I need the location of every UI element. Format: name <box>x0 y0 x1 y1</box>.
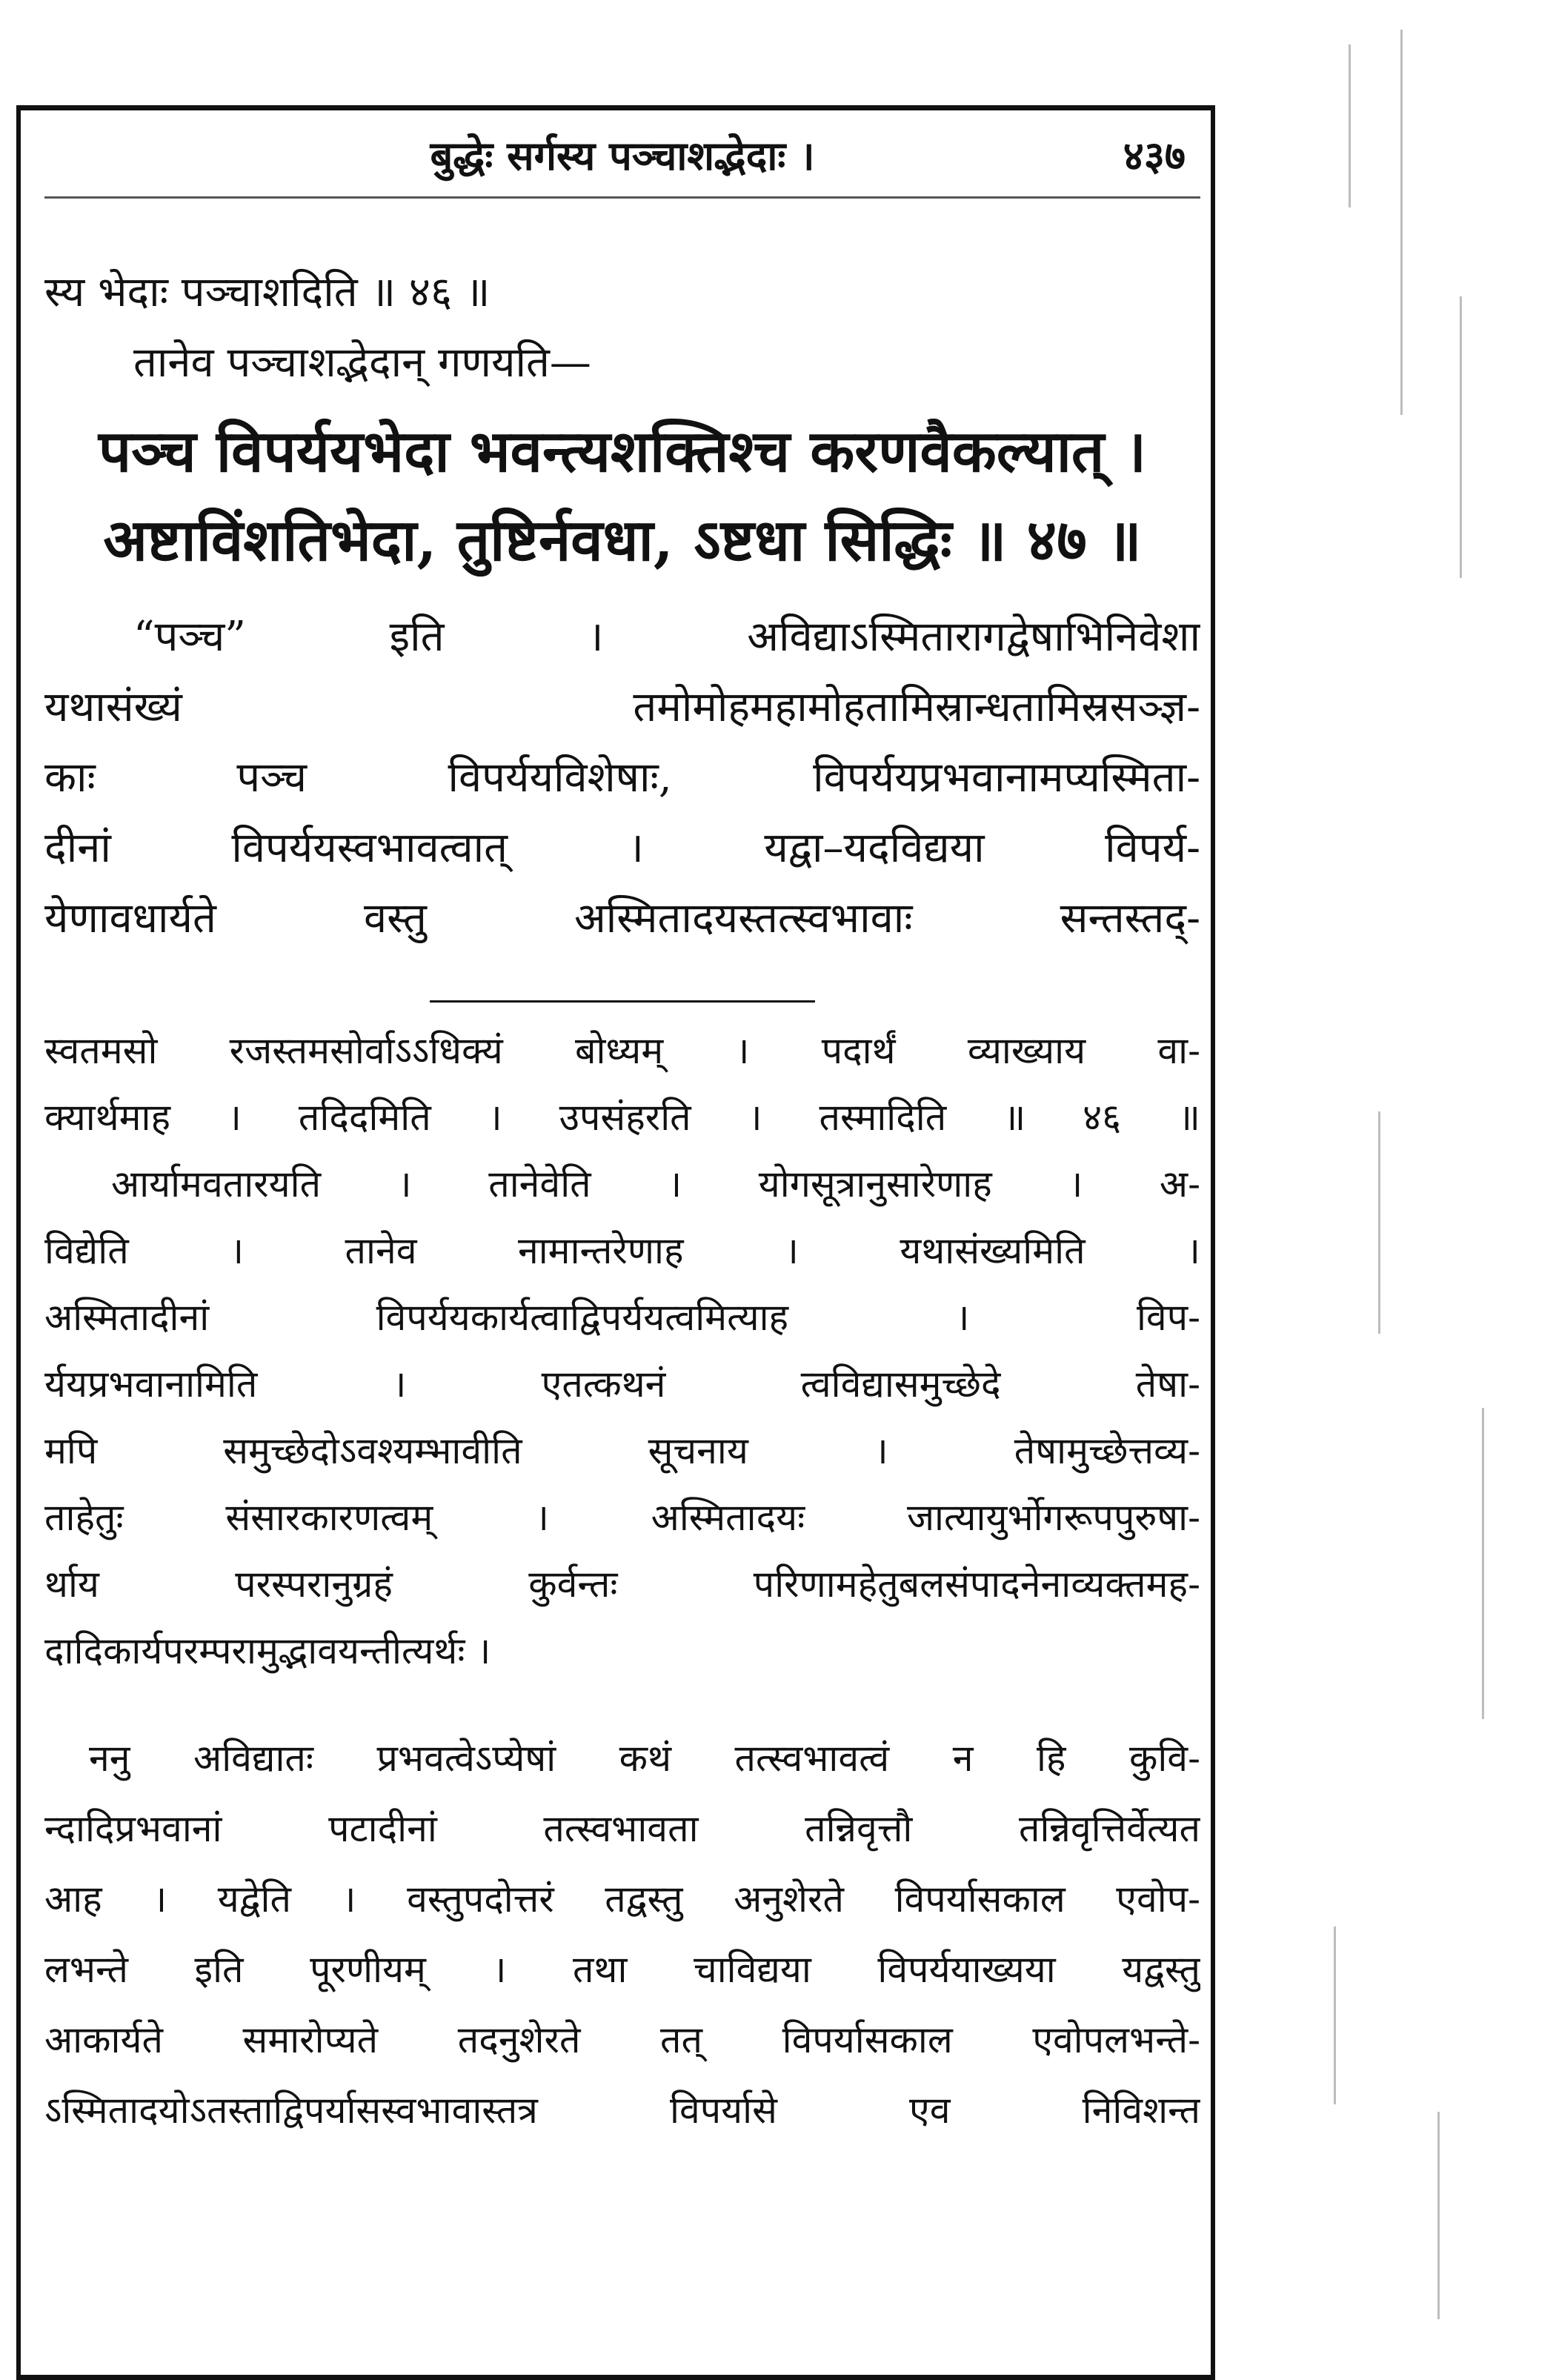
footnote-divider <box>430 1000 815 1003</box>
commentary-line: “पञ्च” इति । अविद्याऽस्मितारागद्वेषाभिनिवेशा <box>133 613 1200 661</box>
note-line: र्थाय परस्परानुग्रहं कुर्वन्तः परिणामहेतुबलसंपादनेनाव्यक्तमह- <box>44 1563 1200 1606</box>
note-line: अस्मितादीनां विपर्ययकार्यत्वाद्विपर्ययत्वमित्याह । विप- <box>44 1296 1200 1339</box>
note-line: ऽस्मितादयोऽतस्ताद्विपर्यासस्वभावास्तत्र विपर्यासे एव निविशन्त <box>44 2089 1200 2132</box>
main-text-line: तानेव पञ्चाशद्भेदान् गणयति— <box>133 339 591 387</box>
verse-line: अष्टाविंशतिभेदा, तुष्टिर्नवधा, ऽष्टधा सिद्धिः ॥ ४७ ॥ <box>103 507 1142 574</box>
note-line: लभन्ते इति पूरणीयम् । तथा चाविद्यया विपर्ययाख्यया यद्वस्तु <box>44 1948 1200 1991</box>
note-line: विद्येति । तानेव नामान्तरेणाह । यथासंख्यमिति । <box>44 1229 1200 1272</box>
header-title: बुद्धेः सर्गस्य पञ्चाशद्भेदाः । <box>430 132 815 179</box>
page-number: ४३७ <box>1123 132 1186 179</box>
header-divider <box>44 196 1200 199</box>
frame-left-rule <box>16 105 21 2380</box>
commentary-line: येणावधार्यते वस्तु अस्मितादयस्तत्स्वभावाः सन्तस्तद्- <box>44 894 1200 943</box>
note-line: ताहेतुः संसारकारणत्वम् । अस्मितादयः जात्यायुर्भोगरूपपुरुषा- <box>44 1496 1200 1539</box>
note-line: ननु अविद्यातः प्रभवत्वेऽप्येषां कथं तत्स्वभावत्वं न हि कुवि- <box>89 1737 1200 1780</box>
note-line: र्ययप्रभवानामिति । एतत्कथनं त्वविद्यासमुच्छेदे तेषा- <box>44 1363 1200 1406</box>
note-line: मपि समुच्छेदोऽवश्यम्भावीति सूचनाय । तेषामुच्छेत्तव्य- <box>44 1429 1200 1472</box>
note-line: आर्यामवतारयति । तानेवेति । योगसूत्रानुसारेणाह । अ- <box>111 1163 1200 1206</box>
commentary-line: काः पञ्च विपर्ययविशेषाः, विपर्ययप्रभवानामप्यस्मिता- <box>44 754 1200 802</box>
verse-line: पञ्च विपर्ययभेदा भवन्त्यशक्तिश्च करणवैकल्यात् । <box>98 418 1147 485</box>
note-line: क्यार्थमाह । तदिदमिति । उपसंहरति । तस्मादिति ॥ ४६ ॥ <box>44 1096 1200 1139</box>
note-line: दादिकार्यपरम्परामुद्भावयन्तीत्यर्थः । <box>44 1629 491 1672</box>
commentary-line: यथासंख्यं तमोमोहमहामोहतामिस्रान्धतामिस्रसञ्ज्ञ- <box>44 683 1200 731</box>
note-line: आह । यद्वेति । वस्तुपदोत्तरं तद्वस्तु अनुशेरते विपर्यासकाल एवोप- <box>44 1878 1200 1921</box>
running-header <box>44 126 1200 185</box>
note-line: आकार्यते समारोप्यते तदनुशेरते तत् विपर्यासकाल एवोपलभन्ते- <box>44 2018 1200 2061</box>
frame-right-rule <box>1211 105 1215 2380</box>
margin-bleed-marks <box>1289 0 1556 2371</box>
note-line: स्वतमसो रजस्तमसोर्वाऽऽधिक्यं बोध्यम् । पदार्थं व्याख्याय वा- <box>44 1029 1200 1072</box>
frame-top-rule <box>16 105 1215 110</box>
frame-bottom-rule <box>16 2375 1215 2380</box>
note-line: न्दादिप्रभवानां पटादीनां तत्स्वभावता तन्निवृत्तौ तन्निवृत्तिर्वेत्यत <box>44 1807 1200 1850</box>
commentary-line: दीनां विपर्ययस्वभावत्वात् । यद्वा–यदविद्यया विपर्य- <box>44 824 1200 872</box>
main-text-line: स्य भेदाः पञ्चाशदिति ॥ ४६ ॥ <box>44 268 491 316</box>
